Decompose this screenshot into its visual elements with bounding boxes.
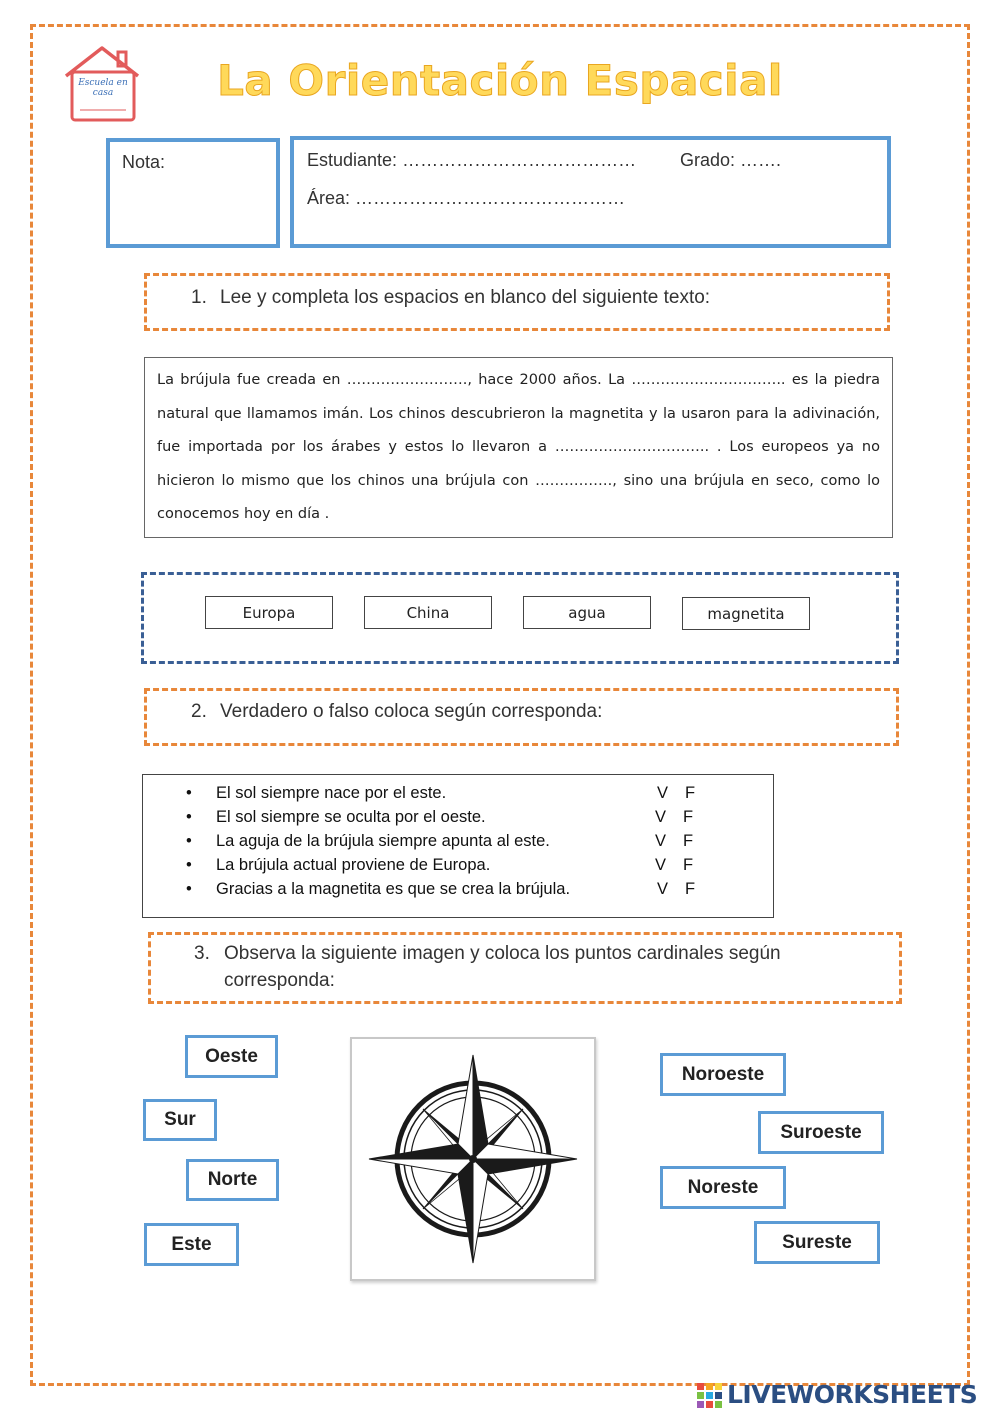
- section3-number: 3.: [194, 943, 210, 964]
- tf-statement: El sol siempre nace por el este.: [216, 784, 447, 802]
- card-noreste[interactable]: Noreste: [660, 1166, 786, 1209]
- reading-passage: [144, 357, 893, 538]
- true-option[interactable]: V: [657, 880, 669, 898]
- false-option[interactable]: F: [685, 784, 696, 802]
- section3-instruction-line2: corresponda:: [224, 970, 335, 991]
- area-field[interactable]: Área: ………………………………………: [307, 188, 626, 208]
- liveworksheets-logo-icon: [697, 1383, 723, 1409]
- tf-item: [186, 784, 746, 808]
- section2-instruction: Verdadero o falso coloca según corresponda:: [220, 701, 603, 722]
- bullet: •: [186, 856, 192, 874]
- word-china[interactable]: China: [364, 596, 492, 629]
- student-info-box[interactable]: [290, 136, 891, 248]
- liveworksheets-footer[interactable]: [697, 1380, 997, 1410]
- compass-image-frame: [350, 1037, 596, 1281]
- card-sur[interactable]: Sur: [143, 1099, 217, 1141]
- word-agua[interactable]: agua: [523, 596, 651, 629]
- passage-text: La brújula fue creada en ……………………., hace 2000 años. La ………………………….. es la piedra natural que llamamos imán. Los chinos descubrieron la magnetita y la usaron para la adivinación, fue importada por los árabes y estos lo llevaron a ………………………….. . Los europeos ya no hicieron lo mismo que los chinos una brújula con ……………., sino una brújula en seco, como lo conocemos hoy en día .: [157, 372, 880, 522]
- school-logo: [60, 44, 144, 124]
- tf-statement: La brújula actual proviene de Europa.: [216, 856, 491, 874]
- logo-text: Escuela en casa: [78, 78, 128, 98]
- card-oeste[interactable]: Oeste: [185, 1035, 278, 1078]
- section3-instruction-line1: Observa la siguiente imagen y coloca los puntos cardinales según: [224, 943, 781, 964]
- true-option[interactable]: V: [655, 832, 667, 850]
- false-option[interactable]: F: [683, 856, 694, 874]
- tf-item: [186, 880, 746, 904]
- section1-number: 1.: [191, 287, 207, 308]
- word-europa[interactable]: Europa: [205, 596, 333, 629]
- nota-label: Nota:: [122, 152, 166, 172]
- card-sureste[interactable]: Sureste: [754, 1221, 880, 1264]
- bullet: •: [186, 808, 192, 826]
- card-este[interactable]: Este: [144, 1223, 239, 1266]
- word-magnetita[interactable]: magnetita: [682, 597, 810, 630]
- true-option[interactable]: V: [655, 808, 667, 826]
- section2-heading: [144, 688, 899, 746]
- liveworksheets-brand: LIVEWORKSHEETS: [727, 1380, 978, 1409]
- section1-heading: [144, 273, 890, 331]
- false-option[interactable]: F: [685, 880, 696, 898]
- tf-statement: Gracias a la magnetita es que se crea la brújula.: [216, 880, 571, 898]
- tf-statement: La aguja de la brújula siempre apunta al este.: [216, 832, 550, 850]
- true-option[interactable]: V: [655, 856, 667, 874]
- tf-item: [186, 856, 746, 880]
- section1-instruction: Lee y completa los espacios en blanco del siguiente texto:: [220, 287, 711, 308]
- card-suroeste[interactable]: Suroeste: [758, 1111, 884, 1154]
- card-noroeste[interactable]: Noroeste: [660, 1053, 786, 1096]
- grade-score-box[interactable]: [106, 138, 280, 248]
- section2-number: 2.: [191, 701, 207, 722]
- bullet: •: [186, 784, 192, 802]
- card-norte[interactable]: Norte: [186, 1159, 279, 1201]
- tf-item: [186, 832, 746, 856]
- compass-rose-icon: [352, 1039, 594, 1279]
- student-field[interactable]: Estudiante: …………………………………: [307, 150, 637, 170]
- section3-heading: [148, 932, 902, 1004]
- tf-item: [186, 808, 746, 832]
- bullet: •: [186, 832, 192, 850]
- false-option[interactable]: F: [683, 832, 694, 850]
- grade-field[interactable]: Grado: …….: [680, 150, 782, 170]
- page-title: La Orientación Espacial: [217, 56, 783, 105]
- bullet: •: [186, 880, 192, 898]
- false-option[interactable]: F: [683, 808, 694, 826]
- true-option[interactable]: V: [657, 784, 669, 802]
- tf-statement: El sol siempre se oculta por el oeste.: [216, 808, 486, 826]
